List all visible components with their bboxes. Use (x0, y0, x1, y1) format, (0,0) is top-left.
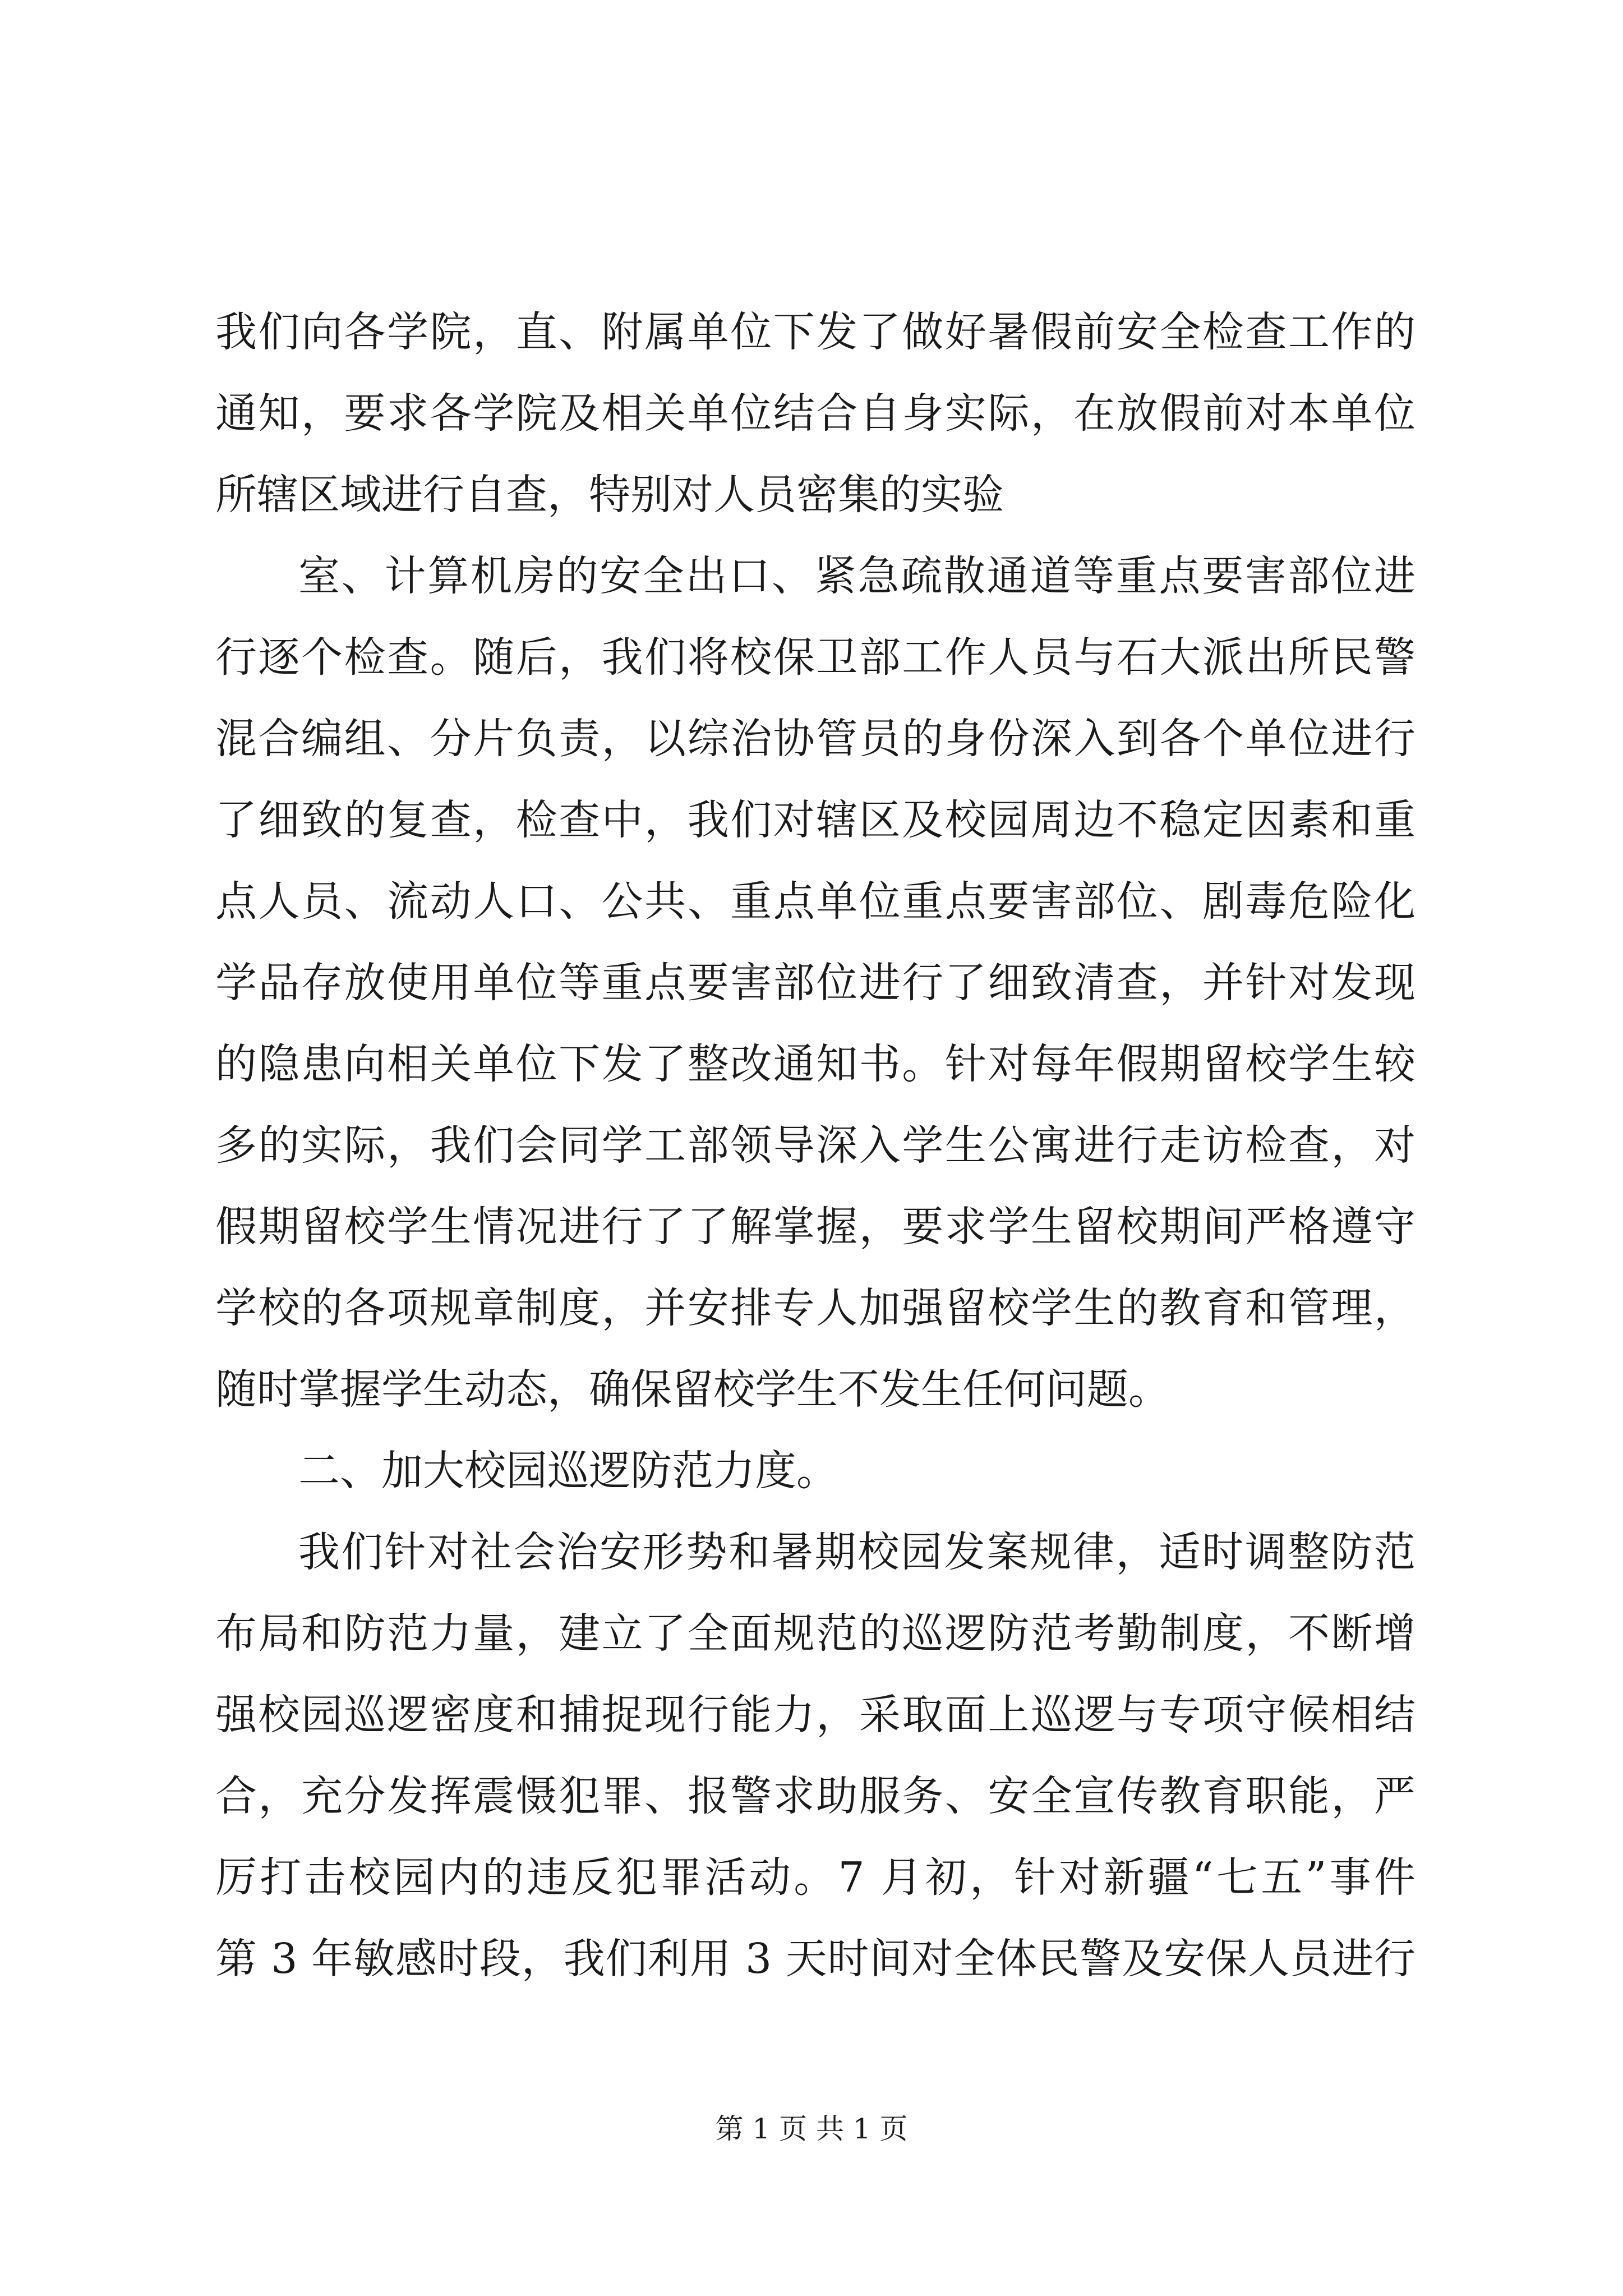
text-line: 点人员、流动人口、公共、重点单位重点要害部位、剧毒危险化 (215, 877, 1415, 926)
text-line: 随时掌握学生动态，确保留校学生不发生任何问题。 (215, 1365, 1170, 1414)
text-line: 通知，要求各学院及相关单位结合自身实际，在放假前对本单位 (215, 389, 1415, 438)
document-body (215, 292, 1415, 2000)
text-line: 布局和防范力量，建立了全面规范的巡逻防范考勤制度，不断增 (215, 1609, 1415, 1658)
text-line: 室、计算机房的安全出口、紧急疏散通道等重点要害部位进 (298, 552, 1415, 600)
text-line: 了细致的复查，检查中，我们对辖区及校园周边不稳定因素和重 (215, 796, 1415, 844)
text-line: 厉打击校园内的违反犯罪活动。7 月初，针对新疆“七五”事件 (215, 1853, 1415, 1902)
text-line: 学校的各项规章制度，并安排专人加强留校学生的教育和管理， (215, 1284, 1415, 1332)
text-line: 多的实际，我们会同学工部领导深入学生公寓进行走访检查，对 (215, 1121, 1415, 1170)
text-line: 假期留校学生情况进行了了解掌握，要求学生留校期间严格遵守 (215, 1203, 1415, 1251)
text-line: 我们向各学院，直、附属单位下发了做好暑假前安全检查工作的 (215, 308, 1415, 356)
text-line: 第 3 年敏感时段，我们利用 3 天时间对全体民警及安保人员进行 (215, 1935, 1415, 1983)
text-line: 我们针对社会治安形势和暑期校园发案规律，适时调整防范 (298, 1528, 1415, 1576)
text-line: 的隐患向相关单位下发了整改通知书。针对每年假期留校学生较 (215, 1040, 1415, 1088)
section-heading: 二、加大校园巡逻防范力度。 (298, 1447, 838, 1495)
page-number-footer: 第 1 页 共 1 页 (715, 2113, 908, 2145)
text-line: 混合编组、分片负责，以综治协管员的身份深入到各个单位进行 (215, 715, 1415, 763)
text-line: 所辖区域进行自查，特别对人员密集的实验 (215, 471, 1004, 519)
text-line: 行逐个检查。随后，我们将校保卫部工作人员与石大派出所民警 (215, 633, 1415, 682)
text-line: 合，充分发挥震慑犯罪、报警求助服务、安全宣传教育职能，严 (215, 1772, 1415, 1820)
text-line: 强校园巡逻密度和捕捉现行能力，采取面上巡逻与专项守候相结 (215, 1691, 1415, 1739)
text-line: 学品存放使用单位等重点要害部位进行了细致清查，并针对发现 (215, 959, 1415, 1007)
